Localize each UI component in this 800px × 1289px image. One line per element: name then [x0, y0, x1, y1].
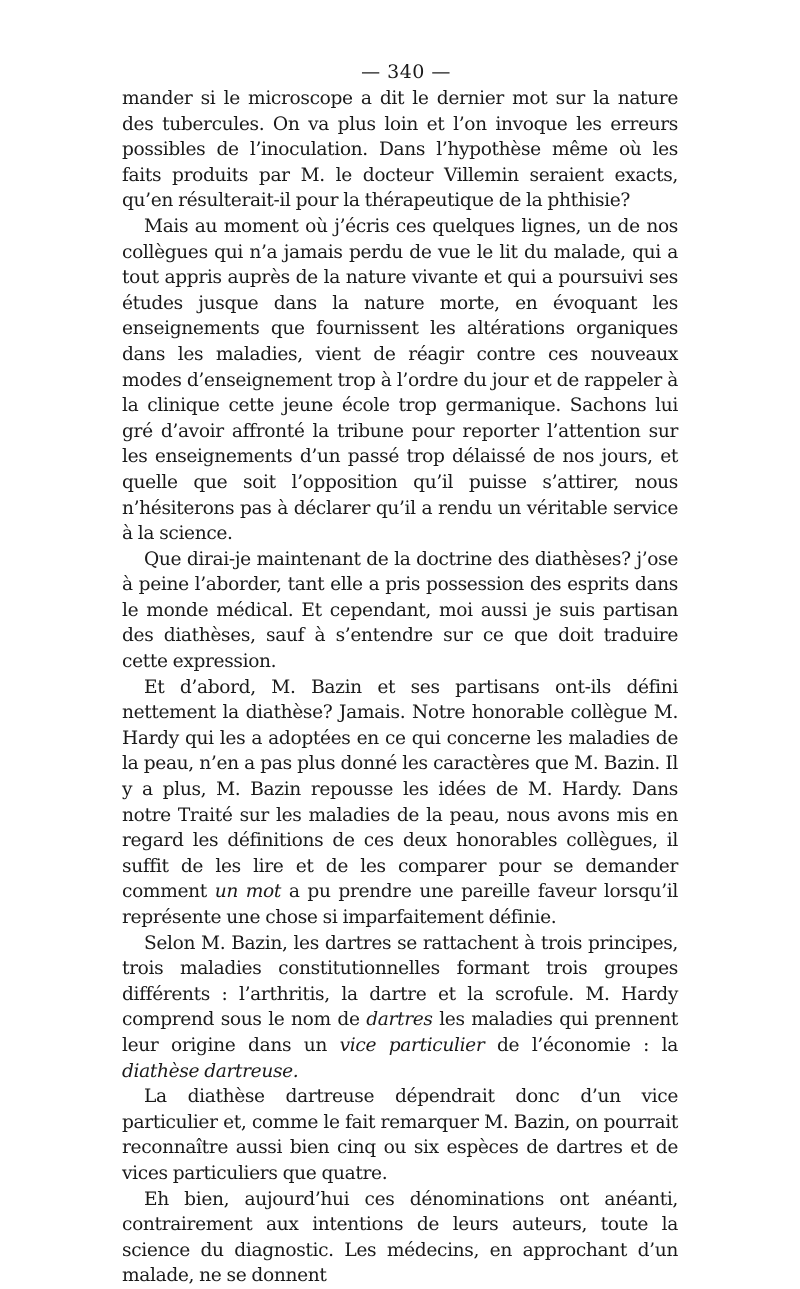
- text-run: Eh bien, aujourd’hui ces dénominations ont anéanti, contrairement aux intentions de leurs auteurs, toute la science du diagnostic. Les médecins, en approchant d’un malade, ne se donnent: [122, 1188, 678, 1287]
- paragraph-5: [122, 931, 678, 1085]
- italic-run: un mot: [214, 881, 282, 903]
- italic-run: dartres: [366, 1009, 433, 1031]
- paragraph-2: [122, 214, 678, 547]
- paragraph-3: [122, 547, 678, 675]
- paragraph-1: [122, 86, 678, 214]
- paragraph-7: [122, 1187, 678, 1289]
- paragraph-4: [122, 675, 678, 931]
- page-number: — 340 —: [361, 61, 451, 83]
- text-run: les maladies qui prennent leur origine dans un: [122, 1009, 679, 1056]
- text-run: Selon M. Bazin, les dartres se rattachent à trois principes, trois maladies constitutionnelles formant trois groupes différents : l’arthritis, la dartre et la scrofule. M. Hardy comprend sous le nom de: [122, 932, 678, 1031]
- text-run: a pu prendre une pareille faveur lorsqu’il représente une chose si imparfaitement définie.: [122, 881, 678, 928]
- text-run: mander si le microscope a dit le dernier mot sur la nature des tubercules. On va plus loin et l’on invoque les erreurs possibles de l’inoculation. Dans l’hypothèse même où les faits produits par M. le docteur Villemin seraient exacts, qu’en résulterait-il pour la thérapeutique de la phthisie?: [122, 88, 678, 212]
- italic-run: diathèse dartreuse.: [122, 1060, 299, 1082]
- text-run: Mais au moment où j’écris ces quelques lignes, un de nos collègues qui n’a jamais perdu de vue le lit du malade, qui a tout appris auprès de la nature vivante et qui a poursuivi ses études jusque dans la nature morte, en évoquant les enseignements que fournissent les altérations organiques dans les maladies, vient de réagir contre ces nouveaux modes d’enseignement trop à l’ordre du jour et de rappeler à la clinique cette jeune école trop germanique. Sachons lui gré d’avoir affronté la tribune pour reporter l’attention sur les enseignements d’un passé trop délaissé de nos jours, et quelle que soit l’opposition qu’il puisse s’attirer, nous n’hésiterons pas à déclarer qu’il a rendu un véritable service à la science.: [122, 215, 678, 545]
- text-run: La diathèse dartreuse dépendrait donc d’un vice particulier et, comme le fait remarquer M. Bazin, on pourrait reconnaître aussi bien cinq ou six espèces de dartres et de vices particuliers que quatre.: [122, 1086, 678, 1184]
- text-run: Que dirai-je maintenant de la doctrine des diathèses? j’ose à peine l’aborder, tant elle a pris possession des esprits dans le monde médical. Et cependant, moi aussi je suis partisan des diathèses, sauf à s’entendre sur ce que doit traduire cette expression.: [122, 548, 678, 673]
- body-text: [122, 86, 678, 1289]
- text-run: de l’économie : la: [484, 1034, 679, 1056]
- text-run: Et d’abord, M. Bazin et ses partisans ont-ils défini nettement la diathèse? Jamais. Notre honorable collègue M. Hardy qui les a adoptées en ce qui concerne les maladies de la peau, n’en a pas plus donné les caractères que M. Bazin. Il y a plus, M. Bazin repousse les idées de M. Hardy. Dans notre Traité sur les maladies de la peau, nous avons mis en regard les définitions de ces deux honorables collègues, il suffit de les lire et de les comparer pour se demander comment: [122, 676, 678, 903]
- italic-run: vice particulier: [339, 1034, 485, 1056]
- book-page: [122, 58, 678, 1289]
- paragraph-6: [122, 1084, 678, 1186]
